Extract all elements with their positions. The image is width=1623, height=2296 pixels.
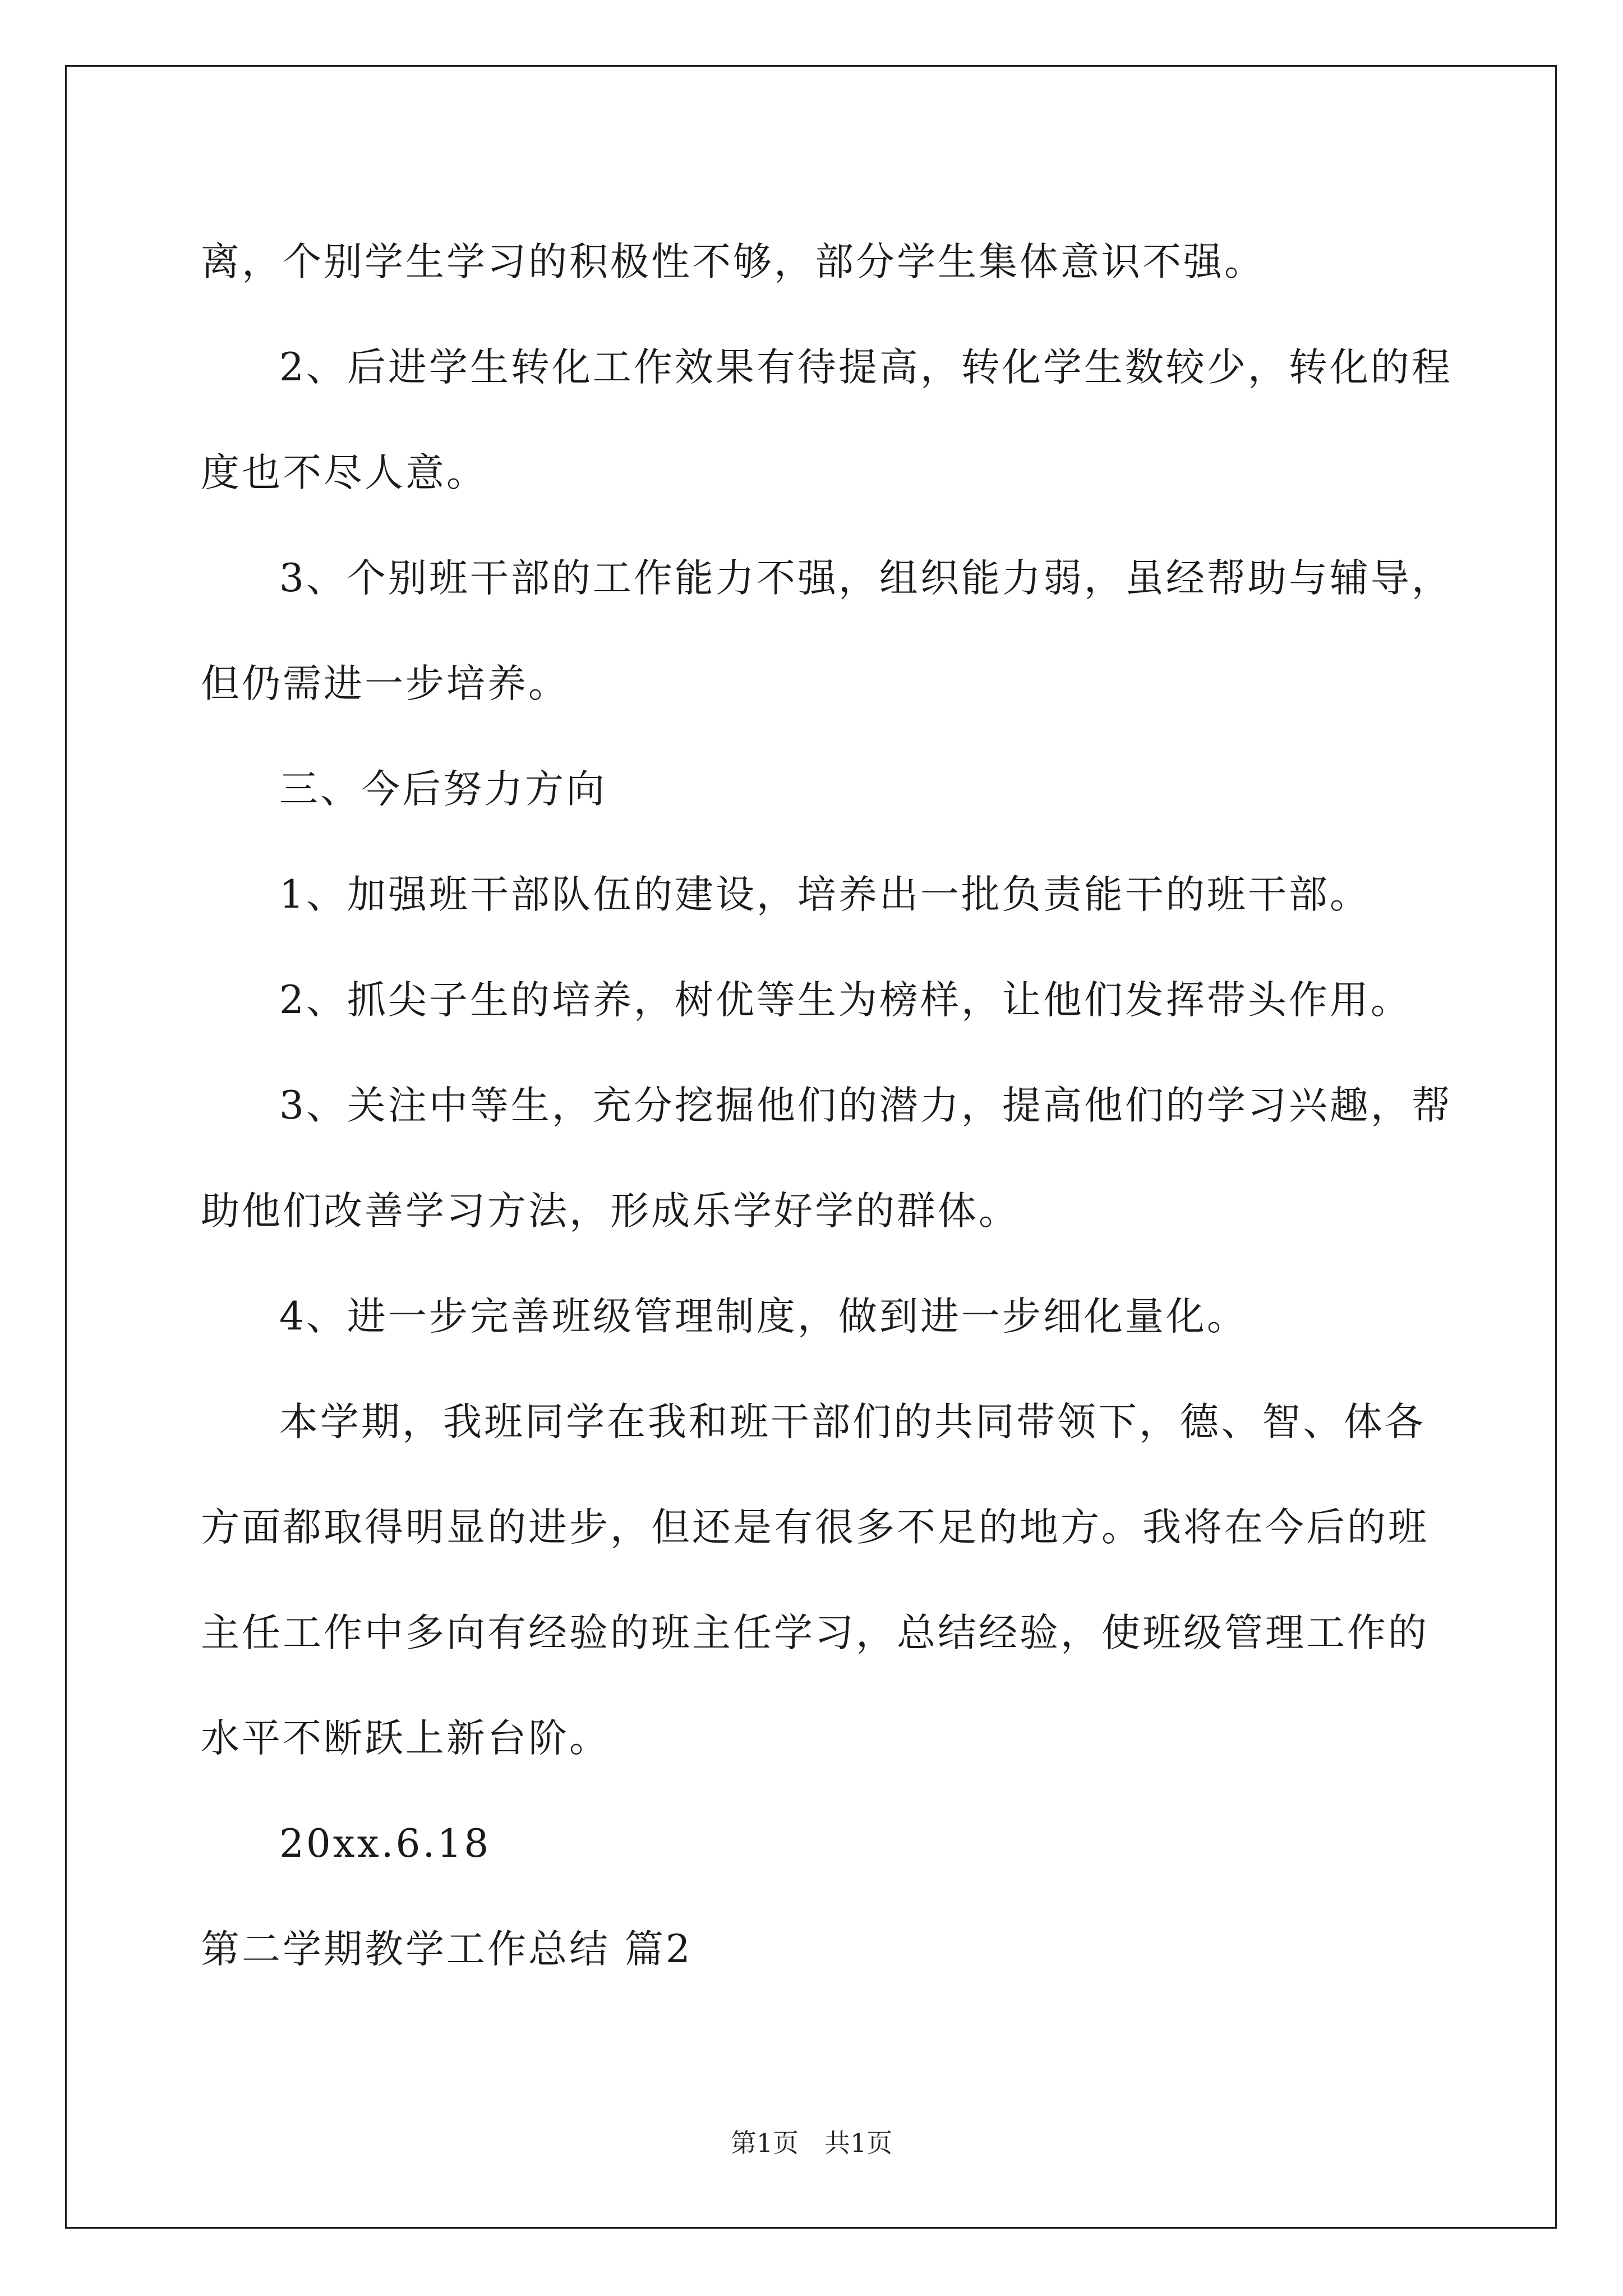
text-line: 3、关注中等生，充分挖掘他们的潜力，提高他们的学习兴趣，帮 bbox=[279, 1083, 1453, 1128]
section-heading: 三、今后努力方向 bbox=[279, 767, 607, 812]
text-line: 助他们改善学习方法，形成乐学好学的群体。 bbox=[201, 1189, 1020, 1234]
section-title: 第二学期教学工作总结 篇2 bbox=[201, 1927, 693, 1972]
text-line: 2、后进学生转化工作效果有待提高，转化学生数较少，转化的程 bbox=[279, 345, 1453, 390]
text-line: 主任工作中多向有经验的班主任学习，总结经验，使班级管理工作的 bbox=[201, 1611, 1429, 1655]
text-line: 方面都取得明显的进步，但还是有很多不足的地方。我将在今后的班 bbox=[201, 1505, 1429, 1550]
text-line: 1、加强班干部队伍的建设，培养出一批负责能干的班干部。 bbox=[279, 872, 1371, 917]
text-line: 度也不尽人意。 bbox=[201, 450, 487, 495]
text-line: 4、进一步完善班级管理制度，做到进一步细化量化。 bbox=[279, 1294, 1248, 1339]
page-footer: 第1页 共1页 bbox=[730, 2128, 893, 2158]
date-line: 20xx.6.18 bbox=[279, 1821, 491, 1866]
document-body bbox=[201, 209, 1453, 2002]
text-line: 水平不断跃上新台阶。 bbox=[201, 1716, 610, 1761]
text-line: 离，个别学生学习的积极性不够，部分学生集体意识不强。 bbox=[201, 240, 1265, 284]
text-line: 3、个别班干部的工作能力不强，组织能力弱，虽经帮助与辅导， bbox=[279, 556, 1453, 601]
text-line: 但仍需进一步培养。 bbox=[201, 661, 569, 706]
text-line: 2、抓尖子生的培养，树优等生为榜样，让他们发挥带头作用。 bbox=[279, 978, 1412, 1023]
text-line: 本学期，我班同学在我和班干部们的共同带领下，德、智、体各 bbox=[279, 1400, 1426, 1444]
